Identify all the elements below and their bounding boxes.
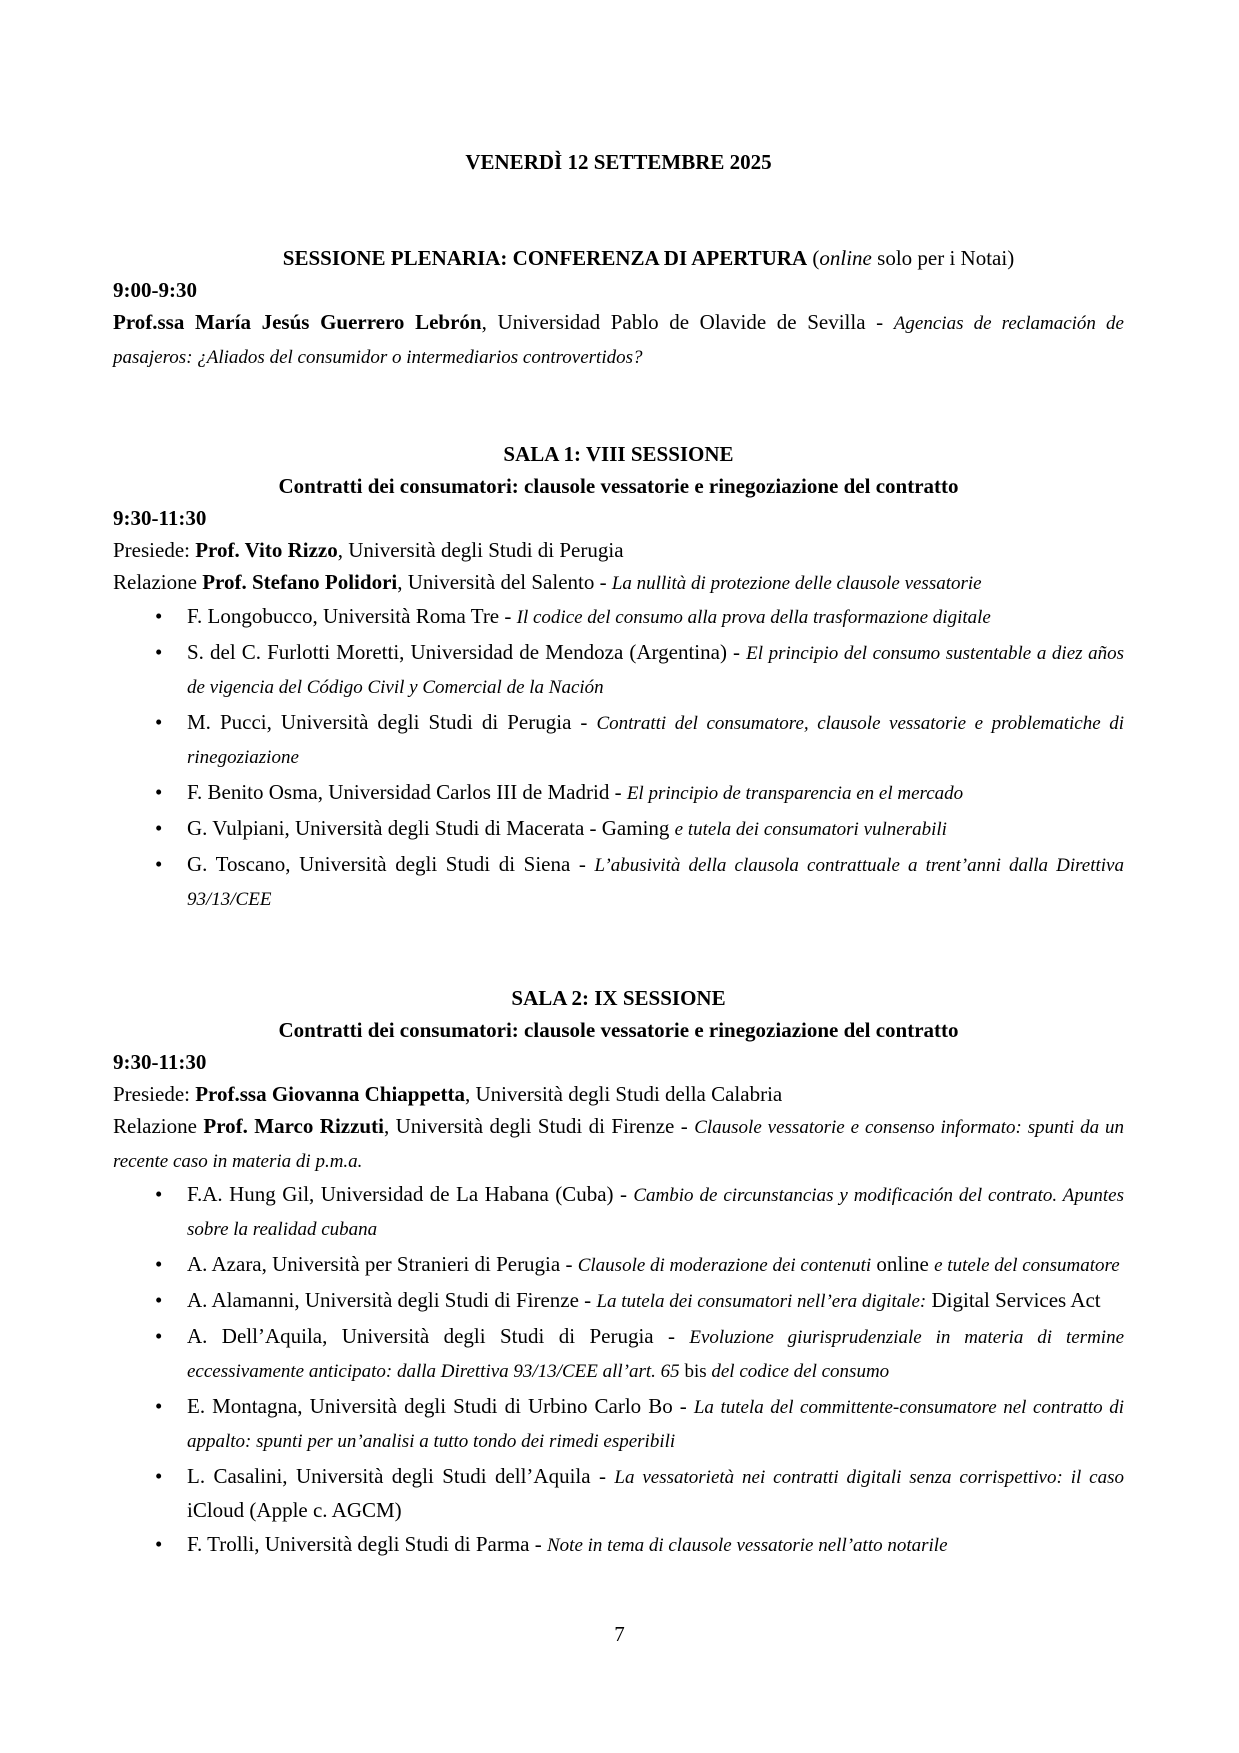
plenary-note-rest: solo per i Notai) bbox=[871, 246, 1015, 270]
plenary-speaker-affiliation: , Universidad Pablo de Olavide de Sevilla - bbox=[481, 310, 894, 334]
sala1-report bbox=[113, 566, 1124, 600]
bullet-icon: • bbox=[155, 1288, 163, 1312]
sala1-talk-list bbox=[113, 600, 1124, 916]
talk-author: G. Toscano, Università degli Studi di Siena - bbox=[187, 852, 595, 876]
talk-title: e tutela dei consumatori vulnerabili bbox=[674, 819, 947, 840]
talk-author: A. Alamanni, Università degli Studi di Firenze - bbox=[187, 1288, 597, 1312]
list-item bbox=[113, 1460, 1124, 1526]
bullet-icon: • bbox=[155, 640, 163, 664]
talk-title: El principio del consumo sustentable a diez años de vigencia del Código Civil y Comercial de la Nación bbox=[187, 643, 1124, 698]
talk-title: Cambio de circunstancias y modificación del contrato. Apuntes sobre la realidad cubana bbox=[187, 1185, 1124, 1240]
bullet-icon: • bbox=[155, 710, 163, 734]
sala2-report-label: Relazione bbox=[113, 1114, 204, 1138]
talk-author: A. Azara, Università per Stranieri di Perugia - bbox=[187, 1252, 578, 1276]
list-item bbox=[113, 848, 1124, 916]
talk-title: Clausole di moderazione dei contenuti bbox=[577, 1255, 872, 1276]
talk-author: S. del C. Furlotti Moretti, Universidad de Mendoza (Argentina) - bbox=[187, 640, 747, 664]
bullet-icon: • bbox=[155, 1252, 163, 1276]
sala1-chair-affiliation: , Università degli Studi di Perugia bbox=[337, 538, 624, 562]
talk-title: L’abusività della clausola contrattuale a trent’anni dalla Direttiva 93/13/CEE bbox=[187, 855, 1124, 910]
sala1-title: SALA 1: VIII SESSIONE bbox=[503, 442, 734, 466]
sala1-report-affiliation: , Università del Salento - bbox=[397, 570, 612, 594]
bullet-icon: • bbox=[155, 1532, 163, 1556]
sala2-report-title: Clausole vessatorie e consenso informato: spunti da un recente caso in materia di p.m.a. bbox=[113, 1117, 1124, 1172]
talk-tail: Digital Services Act bbox=[926, 1288, 1101, 1312]
talk-author: L. Casalini, Università degli Studi dell’Aquila - bbox=[187, 1464, 615, 1488]
bullet-icon: • bbox=[155, 816, 163, 840]
talk-title: La tutela del committente-consumatore nel contratto di appalto: spunti per un’analisi a tutto tondo dei rimedi esperibili bbox=[187, 1397, 1124, 1452]
sala1-report-label: Relazione bbox=[113, 570, 203, 594]
talk-title: Note in tema di clausole vessatorie nell’atto notarile bbox=[547, 1535, 948, 1556]
sala1-report-name: Prof. Stefano Polidori bbox=[202, 570, 398, 594]
talk-author: F. Benito Osma, Universidad Carlos III de Madrid - bbox=[187, 780, 627, 804]
sala2-chair bbox=[113, 1078, 1124, 1110]
talk-tail: iCloud (Apple c. AGCM) bbox=[187, 1498, 402, 1522]
sala2-time: 9:30-11:30 bbox=[113, 1050, 207, 1074]
sala1-report-title: La nullità di protezione delle clausole vessatorie bbox=[611, 573, 982, 594]
plenary-talk-title: Agencias de reclamación de pasajeros: ¿Aliados del consumidor o intermediarios controvertidos? bbox=[113, 313, 1124, 368]
list-item bbox=[113, 1248, 1124, 1282]
sala1-subtitle: Contratti dei consumatori: clausole vessatorie e rinegoziazione del contratto bbox=[278, 474, 959, 498]
sala1-chair-label: Presiede: bbox=[113, 538, 196, 562]
talk-author: M. Pucci, Università degli Studi di Perugia - bbox=[187, 710, 597, 734]
list-item bbox=[113, 706, 1124, 774]
sala2-title: SALA 2: IX SESSIONE bbox=[511, 986, 726, 1010]
list-item bbox=[113, 812, 1124, 846]
plenary-time: 9:00-9:30 bbox=[113, 278, 197, 302]
plenary-speaker bbox=[113, 306, 1124, 374]
sala2-chair-affiliation: , Università degli Studi della Calabria bbox=[464, 1082, 783, 1106]
list-item bbox=[113, 1320, 1124, 1388]
document-page bbox=[113, 146, 1124, 1564]
sala2-report-affiliation: , Università degli Studi di Firenze - bbox=[383, 1114, 695, 1138]
bullet-icon: • bbox=[155, 604, 163, 628]
talk-author: F.A. Hung Gil, Universidad de La Habana (Cuba) - bbox=[187, 1182, 634, 1206]
sala2-talk-list bbox=[113, 1178, 1124, 1562]
list-item bbox=[113, 600, 1124, 634]
talk-tail: online bbox=[871, 1252, 935, 1276]
page-number: 7 bbox=[614, 1622, 625, 1646]
talk-title: Contratti del consumatore, clausole vessatorie e problematiche di rinegoziazione bbox=[187, 713, 1124, 768]
talk-title: La tutela dei consumatori nell’era digitale: bbox=[596, 1291, 927, 1312]
sala2-chair-name: Prof.ssa Giovanna Chiappetta bbox=[195, 1082, 465, 1106]
talk-title: Evoluzione giurisprudenziale in materia di termine eccessivamente anticipato: dalla Direttiva 93/13/CEE all’art. 65 bbox=[187, 1327, 1125, 1382]
sala1-chair bbox=[113, 534, 1124, 566]
sala2-chair-label: Presiede: bbox=[113, 1082, 196, 1106]
talk-tail: bis bbox=[679, 1361, 712, 1382]
talk-title-continued: del codice del consumo bbox=[711, 1361, 890, 1382]
plenary-note-italic: online bbox=[819, 246, 872, 270]
sala1-chair-name: Prof. Vito Rizzo bbox=[195, 538, 338, 562]
talk-title: El principio de transparencia en el mercado bbox=[626, 783, 964, 804]
sala2-subtitle: Contratti dei consumatori: clausole vessatorie e rinegoziazione del contratto bbox=[278, 1018, 959, 1042]
bullet-icon: • bbox=[155, 852, 163, 876]
list-item bbox=[113, 1390, 1124, 1458]
talk-title: Il codice del consumo alla prova della trasformazione digitale bbox=[516, 607, 991, 628]
sala2-report-name: Prof. Marco Rizzuti bbox=[203, 1114, 384, 1138]
talk-author: E. Montagna, Università degli Studi di Urbino Carlo Bo - bbox=[187, 1394, 694, 1418]
list-item bbox=[113, 776, 1124, 810]
list-item bbox=[113, 636, 1124, 704]
day-title: VENERDÌ 12 SETTEMBRE 2025 bbox=[465, 150, 772, 174]
list-item bbox=[113, 1178, 1124, 1246]
sala1-time: 9:30-11:30 bbox=[113, 506, 207, 530]
talk-title: La vessatorietà nei contratti digitali senza corrispettivo: il caso bbox=[614, 1467, 1124, 1488]
bullet-icon: • bbox=[155, 780, 163, 804]
plenary-note-open: ( bbox=[807, 246, 820, 270]
talk-author: G. Vulpiani, Università degli Studi di Macerata - Gaming bbox=[187, 816, 675, 840]
plenary-speaker-name: Prof.ssa María Jesús Guerrero Lebrón bbox=[113, 310, 482, 334]
plenary-heading bbox=[113, 242, 1124, 274]
bullet-icon: • bbox=[155, 1182, 163, 1206]
bullet-icon: • bbox=[155, 1464, 163, 1488]
bullet-icon: • bbox=[155, 1394, 163, 1418]
talk-author: F. Trolli, Università degli Studi di Parma - bbox=[187, 1532, 547, 1556]
talk-author: A. Dell’Aquila, Università degli Studi di Perugia - bbox=[187, 1324, 690, 1348]
plenary-heading-title: SESSIONE PLENARIA: CONFERENZA DI APERTURA bbox=[282, 246, 808, 270]
talk-title-continued: e tutele del consumatore bbox=[934, 1255, 1120, 1276]
talk-author: F. Longobucco, Università Roma Tre - bbox=[187, 604, 517, 628]
sala2-report bbox=[113, 1110, 1124, 1178]
list-item bbox=[113, 1528, 1124, 1562]
bullet-icon: • bbox=[155, 1324, 163, 1348]
list-item bbox=[113, 1284, 1124, 1318]
